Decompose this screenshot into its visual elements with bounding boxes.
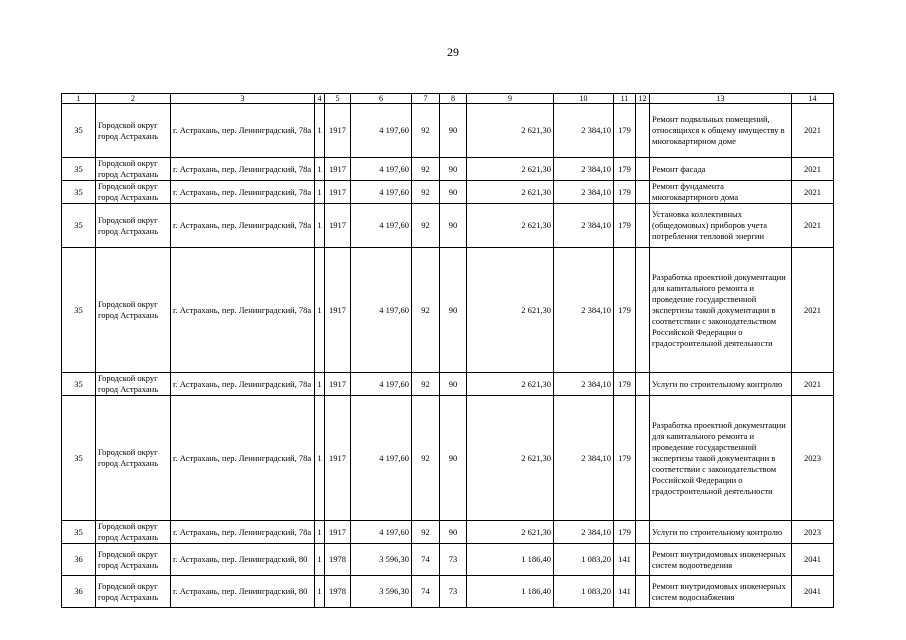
column-header: 6 xyxy=(351,94,412,104)
c7-cell: 92 xyxy=(412,396,440,521)
row-number: 35 xyxy=(62,181,96,204)
c10-cell: 2 384,10 xyxy=(554,104,614,158)
municipality-cell: Городской округ город Астрахань xyxy=(96,181,171,204)
column-header: 13 xyxy=(650,94,792,104)
c4-cell: 1 xyxy=(315,396,325,521)
c7-cell: 92 xyxy=(412,181,440,204)
work-cell: Ремонт подвальных помещений, относящихся к общему имуществу в многоквартирном доме xyxy=(650,104,792,158)
year-cell: 1917 xyxy=(325,373,351,396)
c10-cell: 2 384,10 xyxy=(554,204,614,248)
row-number: 36 xyxy=(62,576,96,608)
c8-cell: 90 xyxy=(440,204,467,248)
c7-cell: 74 xyxy=(412,544,440,576)
area-cell: 3 596,30 xyxy=(351,544,412,576)
area-cell: 3 596,30 xyxy=(351,576,412,608)
address-cell: г. Астрахань, пер. Ленинградский, 78а xyxy=(171,204,315,248)
c9-cell: 2 621,30 xyxy=(467,204,554,248)
c12-cell xyxy=(636,373,650,396)
header-row xyxy=(62,94,834,104)
period-cell: 2021 xyxy=(792,104,834,158)
page-number: 29 xyxy=(447,45,459,59)
c8-cell: 90 xyxy=(440,158,467,181)
municipality-cell: Городской округ город Астрахань xyxy=(96,396,171,521)
municipality-cell: Городской округ город Астрахань xyxy=(96,576,171,608)
row-number: 35 xyxy=(62,521,96,544)
c9-cell: 2 621,30 xyxy=(467,181,554,204)
work-cell: Разработка проектной документации для капитального ремонта и проведение государственной экспертизы такой документации в соответствии с законодательством Российской Федерации о градостроительной деятельности xyxy=(650,396,792,521)
column-header: 2 xyxy=(96,94,171,104)
c11-cell: 179 xyxy=(614,373,636,396)
period-cell: 2021 xyxy=(792,158,834,181)
table-row xyxy=(62,248,834,373)
municipality-cell: Городской округ город Астрахань xyxy=(96,204,171,248)
c7-cell: 92 xyxy=(412,104,440,158)
period-cell: 2023 xyxy=(792,521,834,544)
c12-cell xyxy=(636,181,650,204)
work-cell: Услуги по строительному контролю xyxy=(650,521,792,544)
table-row xyxy=(62,544,834,576)
area-cell: 4 197,60 xyxy=(351,204,412,248)
c10-cell: 2 384,10 xyxy=(554,248,614,373)
work-cell: Установка коллективных (общедомовых) приборов учета потребления тепловой энергии xyxy=(650,204,792,248)
c10-cell: 1 083,20 xyxy=(554,544,614,576)
period-cell: 2021 xyxy=(792,248,834,373)
work-cell: Ремонт внутридомовых инженерных систем водоотведения xyxy=(650,544,792,576)
c4-cell: 1 xyxy=(315,576,325,608)
c8-cell: 73 xyxy=(440,544,467,576)
c12-cell xyxy=(636,204,650,248)
address-cell: г. Астрахань, пер. Ленинградский, 80 xyxy=(171,544,315,576)
year-cell: 1978 xyxy=(325,576,351,608)
c12-cell xyxy=(636,576,650,608)
table-row xyxy=(62,521,834,544)
column-header: 12 xyxy=(636,94,650,104)
row-number: 35 xyxy=(62,396,96,521)
municipality-cell: Городской округ город Астрахань xyxy=(96,521,171,544)
column-header: 5 xyxy=(325,94,351,104)
c10-cell: 2 384,10 xyxy=(554,181,614,204)
c7-cell: 92 xyxy=(412,204,440,248)
year-cell: 1917 xyxy=(325,521,351,544)
column-header: 9 xyxy=(467,94,554,104)
area-cell: 4 197,60 xyxy=(351,181,412,204)
c4-cell: 1 xyxy=(315,104,325,158)
table-row xyxy=(62,396,834,521)
column-header: 4 xyxy=(315,94,325,104)
c11-cell: 179 xyxy=(614,396,636,521)
period-cell: 2021 xyxy=(792,373,834,396)
c4-cell: 1 xyxy=(315,181,325,204)
year-cell: 1917 xyxy=(325,181,351,204)
c9-cell: 2 621,30 xyxy=(467,396,554,521)
c9-cell: 2 621,30 xyxy=(467,373,554,396)
c11-cell: 179 xyxy=(614,521,636,544)
area-cell: 4 197,60 xyxy=(351,373,412,396)
c11-cell: 141 xyxy=(614,544,636,576)
row-number: 35 xyxy=(62,158,96,181)
c8-cell: 73 xyxy=(440,576,467,608)
c12-cell xyxy=(636,158,650,181)
c8-cell: 90 xyxy=(440,521,467,544)
c4-cell: 1 xyxy=(315,248,325,373)
column-header: 1 xyxy=(62,94,96,104)
c11-cell: 141 xyxy=(614,576,636,608)
c10-cell: 1 083,20 xyxy=(554,576,614,608)
column-header: 8 xyxy=(440,94,467,104)
table-row xyxy=(62,158,834,181)
c12-cell xyxy=(636,248,650,373)
municipality-cell: Городской округ город Астрахань xyxy=(96,248,171,373)
c10-cell: 2 384,10 xyxy=(554,158,614,181)
capital-repair-table xyxy=(61,93,834,608)
c8-cell: 90 xyxy=(440,104,467,158)
address-cell: г. Астрахань, пер. Ленинградский, 78а xyxy=(171,373,315,396)
c8-cell: 90 xyxy=(440,373,467,396)
period-cell: 2021 xyxy=(792,181,834,204)
table-row xyxy=(62,104,834,158)
c10-cell: 2 384,10 xyxy=(554,521,614,544)
row-number: 35 xyxy=(62,248,96,373)
row-number: 35 xyxy=(62,104,96,158)
table-row xyxy=(62,181,834,204)
c12-cell xyxy=(636,521,650,544)
c7-cell: 92 xyxy=(412,373,440,396)
address-cell: г. Астрахань, пер. Ленинградский, 78а xyxy=(171,104,315,158)
area-cell: 4 197,60 xyxy=(351,158,412,181)
c12-cell xyxy=(636,396,650,521)
address-cell: г. Астрахань, пер. Ленинградский, 78а xyxy=(171,396,315,521)
address-cell: г. Астрахань, пер. Ленинградский, 78а xyxy=(171,521,315,544)
c4-cell: 1 xyxy=(315,521,325,544)
row-number: 36 xyxy=(62,544,96,576)
c11-cell: 179 xyxy=(614,158,636,181)
c9-cell: 2 621,30 xyxy=(467,521,554,544)
c10-cell: 2 384,10 xyxy=(554,396,614,521)
c9-cell: 2 621,30 xyxy=(467,158,554,181)
c9-cell: 2 621,30 xyxy=(467,248,554,373)
c9-cell: 1 186,40 xyxy=(467,544,554,576)
c8-cell: 90 xyxy=(440,248,467,373)
address-cell: г. Астрахань, пер. Ленинградский, 80 xyxy=(171,576,315,608)
period-cell: 2041 xyxy=(792,576,834,608)
year-cell: 1917 xyxy=(325,158,351,181)
column-header: 11 xyxy=(614,94,636,104)
table-row xyxy=(62,576,834,608)
c9-cell: 1 186,40 xyxy=(467,576,554,608)
municipality-cell: Городской округ город Астрахань xyxy=(96,373,171,396)
work-cell: Ремонт фасада xyxy=(650,158,792,181)
column-header: 7 xyxy=(412,94,440,104)
c11-cell: 179 xyxy=(614,181,636,204)
column-header: 14 xyxy=(792,94,834,104)
c8-cell: 90 xyxy=(440,396,467,521)
c11-cell: 179 xyxy=(614,104,636,158)
area-cell: 4 197,60 xyxy=(351,104,412,158)
municipality-cell: Городской округ город Астрахань xyxy=(96,544,171,576)
period-cell: 2023 xyxy=(792,396,834,521)
work-cell: Услуги по строительному контролю xyxy=(650,373,792,396)
c8-cell: 90 xyxy=(440,181,467,204)
municipality-cell: Городской округ город Астрахань xyxy=(96,158,171,181)
c4-cell: 1 xyxy=(315,204,325,248)
area-cell: 4 197,60 xyxy=(351,521,412,544)
area-cell: 4 197,60 xyxy=(351,396,412,521)
c10-cell: 2 384,10 xyxy=(554,373,614,396)
c11-cell: 179 xyxy=(614,204,636,248)
c12-cell xyxy=(636,104,650,158)
period-cell: 2041 xyxy=(792,544,834,576)
c7-cell: 92 xyxy=(412,248,440,373)
column-header: 3 xyxy=(171,94,315,104)
work-cell: Ремонт фундамента многоквартирного дома xyxy=(650,181,792,204)
c4-cell: 1 xyxy=(315,373,325,396)
c7-cell: 92 xyxy=(412,158,440,181)
year-cell: 1917 xyxy=(325,248,351,373)
work-cell: Ремонт внутридомовых инженерных систем водоснабжения xyxy=(650,576,792,608)
year-cell: 1917 xyxy=(325,396,351,521)
municipality-cell: Городской округ город Астрахань xyxy=(96,104,171,158)
c9-cell: 2 621,30 xyxy=(467,104,554,158)
c11-cell: 179 xyxy=(614,248,636,373)
year-cell: 1917 xyxy=(325,204,351,248)
address-cell: г. Астрахань, пер. Ленинградский, 78а xyxy=(171,158,315,181)
address-cell: г. Астрахань, пер. Ленинградский, 78а xyxy=(171,181,315,204)
period-cell: 2021 xyxy=(792,204,834,248)
row-number: 35 xyxy=(62,204,96,248)
work-cell: Разработка проектной документации для капитального ремонта и проведение государственной экспертизы такой документации в соответствии с законодательством Российской Федерации о градостроительной деятельности xyxy=(650,248,792,373)
address-cell: г. Астрахань, пер. Ленинградский, 78а xyxy=(171,248,315,373)
year-cell: 1917 xyxy=(325,104,351,158)
table-row xyxy=(62,204,834,248)
c4-cell: 1 xyxy=(315,158,325,181)
c7-cell: 92 xyxy=(412,521,440,544)
column-header: 10 xyxy=(554,94,614,104)
year-cell: 1978 xyxy=(325,544,351,576)
c12-cell xyxy=(636,544,650,576)
table-row xyxy=(62,373,834,396)
c7-cell: 74 xyxy=(412,576,440,608)
area-cell: 4 197,60 xyxy=(351,248,412,373)
c4-cell: 1 xyxy=(315,544,325,576)
row-number: 35 xyxy=(62,373,96,396)
